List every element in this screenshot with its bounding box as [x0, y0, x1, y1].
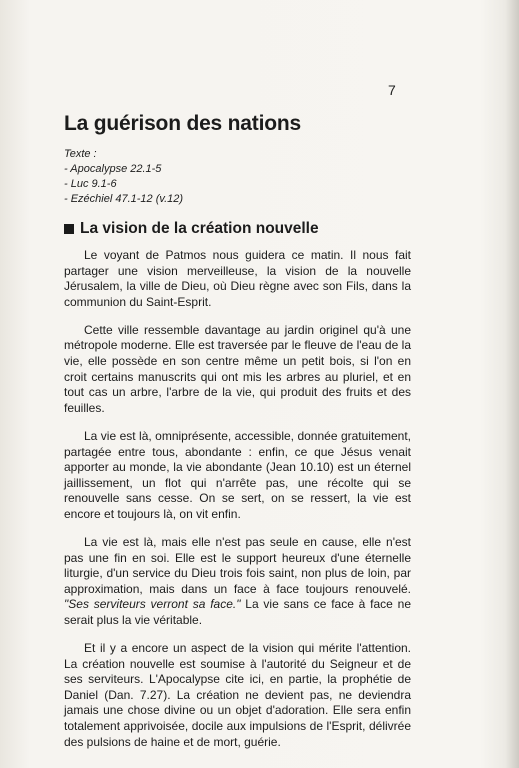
paragraph: Le voyant de Patmos nous guidera ce matin. Il nous fait partager une vision merveilleuse, la vision de la nouvelle Jérusalem, la ville de Dieu, où Dieu règne avec son Fils, dans la communion du Saint-Esprit.: [64, 248, 411, 309]
scripture-references: [64, 147, 183, 207]
paragraph: [64, 535, 411, 629]
italic-quote: "Ses serviteurs verront sa face.": [64, 597, 241, 612]
texte-label: Texte :: [64, 148, 97, 160]
section-heading: [64, 220, 319, 238]
scripture-ref: - Ezéchiel 47.1-12 (v.12): [64, 193, 184, 205]
page-edge-shadow: [505, 0, 519, 768]
paragraph-text: La vie sans ce face à face ne serait plus la vie véritable.: [64, 597, 411, 627]
square-bullet-icon: [64, 224, 74, 234]
paragraph: Et il y a encore un aspect de la vision qui mérite l'attention. La création nouvelle est soumise à l'autorité du Seigneur et de ses serviteurs. L'Apocalypse cite ici, en partie, la prophétie de Daniel (Dan. 7.27). La création ne devient pas, ne deviendra jamais une chose divine ou un objet d'adoration. Elle sera enfin totalement apprivoisée, docile aux impulsions de l'Esprit, délivrée des pulsions de haine et de mort, guérie.: [64, 641, 411, 749]
chapter-title: La guérison des nations: [64, 112, 301, 135]
paragraph: La vie est là, omniprésente, accessible, donnée gratuitement, partagée entre tous, abondante : enfin, ce que Jésus venait apporter au monde, la vie abondante (Jean 10.10) est un éternel jaillissement, un flot qui n'arrête pas, une récolte qui se renouvelle sans cesse. On se sert, on se ressert, la vie est encore et toujours là, on vit enfin.: [64, 428, 411, 521]
page-number: 7: [388, 82, 396, 98]
body-text: [64, 248, 411, 763]
scripture-ref: - Luc 9.1-6: [64, 178, 117, 190]
scripture-ref: - Apocalypse 22.1-5: [64, 163, 162, 175]
section-heading-text: La vision de la création nouvelle: [80, 220, 319, 237]
paragraph: Cette ville ressemble davantage au jardin originel qu'à une métropole moderne. Elle est traversée par le fleuve de l'eau de la vie, elle possède en son centre même un petit bois, si l'on en croit certains manuscrits qui ont mis les arbres au pluriel, et en tout cas un arbre, l'arbre de la vie, qui produit des fruits et des feuilles.: [64, 322, 411, 415]
paragraph-text: La vie est là, mais elle n'est pas seule en cause, elle n'est pas une fin en soi. Elle est le support heureux d'une éternelle liturgie, d'un service du Dieu trois fois saint, non plus de loin, par approximation, mais dans un face à face toujours renouvelé.: [64, 535, 411, 596]
